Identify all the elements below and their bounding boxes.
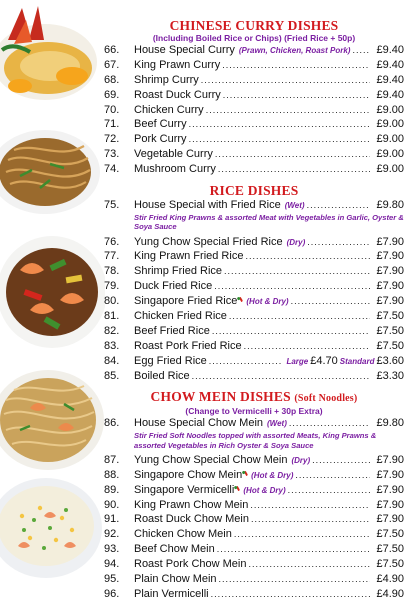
- item-price: £7.50: [376, 339, 404, 352]
- item-number: 69.: [104, 88, 120, 101]
- menu-item: [104, 498, 404, 513]
- item-number: 80.: [104, 295, 120, 308]
- chowmein-section-title: [104, 389, 404, 406]
- menu-item: [104, 557, 404, 572]
- leader-dots: [307, 198, 370, 213]
- item-name: King Prawn Curry: [134, 58, 221, 71]
- leader-dots: [251, 512, 370, 527]
- chili-icon: [244, 471, 248, 476]
- item-number: 68.: [104, 73, 120, 86]
- menu-item: [104, 483, 404, 498]
- item-number: 81.: [104, 309, 120, 322]
- menu-item: [104, 117, 404, 132]
- menu-item: [104, 587, 404, 602]
- item-name: Yung Chow Special Fried Rice: [134, 235, 283, 248]
- item-number: 72.: [104, 133, 120, 146]
- item-name: Pork Curry: [134, 133, 187, 146]
- menu-item: [104, 309, 404, 324]
- curry-items: [104, 43, 404, 177]
- item-number: 93.: [104, 543, 120, 556]
- item-price: £9.40: [376, 88, 404, 101]
- item-number: 78.: [104, 265, 120, 278]
- item-number: 82.: [104, 324, 120, 337]
- item-name: Yung Chow Special Chow Mein: [134, 453, 288, 466]
- item-number: 85.: [104, 369, 120, 382]
- item-price: £9.80: [376, 199, 404, 212]
- menu-item: [104, 339, 404, 354]
- item-price: £4.90: [376, 573, 404, 586]
- stir-fry-photo: [0, 236, 105, 348]
- leader-dots: [249, 557, 371, 572]
- item-name: Singapore Vermicelli: [134, 483, 235, 496]
- item-price: £7.90: [376, 265, 404, 278]
- item-number: 96.: [104, 587, 120, 600]
- leader-dots: [215, 147, 370, 162]
- leader-dots: [201, 73, 370, 88]
- leader-dots: [234, 527, 370, 542]
- item-name: Vegetable Curry: [134, 148, 213, 161]
- menu-list: [104, 18, 404, 602]
- item-name: Duck Fried Rice: [134, 280, 213, 293]
- item-name: Singapore Chow Mein: [134, 468, 243, 481]
- item-price: £9.00: [376, 148, 404, 161]
- leader-dots: [189, 117, 370, 132]
- curry-section-title: CHINESE CURRY DISHES: [169, 18, 339, 33]
- leader-dots: [307, 235, 370, 250]
- item-price: £7.50: [376, 324, 404, 337]
- leader-dots: [212, 324, 370, 339]
- item-price: £7.90: [376, 483, 404, 496]
- menu-item: [104, 369, 404, 384]
- item-note: (Hot & Dry): [251, 470, 294, 480]
- menu-item: [104, 147, 404, 162]
- menu-item: [104, 527, 404, 542]
- chowmein-title-extra: (Soft Noodles): [294, 393, 358, 405]
- menu-item: [104, 542, 404, 557]
- item-price: £7.90: [376, 498, 404, 511]
- curry-section-subtitle: (Including Boiled Rice or Chips) (Fried Rice + 50p): [152, 33, 356, 43]
- item-price: £9.00: [376, 118, 404, 131]
- item-number: 70.: [104, 103, 120, 116]
- item-note: (Hot & Dry): [246, 297, 289, 307]
- leader-dots: [312, 453, 370, 468]
- leader-dots: [192, 369, 370, 384]
- item-price: £7.50: [376, 528, 404, 541]
- item-number: 76.: [104, 235, 120, 248]
- item-price: £7.50: [376, 558, 404, 571]
- leader-dots: [214, 279, 370, 294]
- menu-item: [104, 43, 404, 58]
- item-name: Beef Fried Rice: [134, 324, 210, 337]
- egg-standard-label: Standard: [339, 356, 375, 366]
- leader-dots: [289, 416, 370, 431]
- leader-dots: [211, 587, 370, 602]
- leader-dots: [222, 58, 370, 73]
- item-number: 95.: [104, 573, 120, 586]
- item-price: £7.90: [376, 295, 404, 308]
- item-number: 73.: [104, 148, 120, 161]
- item-note: (Wet): [284, 201, 305, 211]
- item-price: £9.40: [376, 73, 404, 86]
- leader-dots: [245, 249, 370, 264]
- menu-item: [104, 162, 404, 177]
- chili-icon: [239, 297, 243, 302]
- item-name: Chicken Curry: [134, 103, 204, 116]
- item-name: Shrimp Fried Rice: [134, 265, 223, 278]
- item-price: £7.50: [376, 543, 404, 556]
- leader-dots: [206, 103, 370, 118]
- item-price: £7.90: [376, 280, 404, 293]
- leader-dots: [219, 572, 370, 587]
- item-price: £7.90: [376, 453, 404, 466]
- item-number: 86.: [104, 417, 120, 430]
- leader-dots: [189, 132, 370, 147]
- item-price: £9.00: [376, 103, 404, 116]
- item-name: Roast Pork Chow Mein: [134, 558, 247, 571]
- leader-dots: [295, 468, 370, 483]
- chowmein-title-main: CHOW MEIN DISHES: [150, 389, 291, 405]
- menu-item: [104, 264, 404, 279]
- leader-dots: [223, 88, 370, 103]
- leader-dots: [291, 294, 370, 309]
- item-number: 75.: [104, 199, 120, 212]
- item-note: (Hot & Dry): [243, 485, 286, 495]
- item-note: (Dry): [291, 455, 311, 465]
- item-number: 66.: [104, 44, 120, 56]
- curry-dish-photo: [0, 6, 97, 100]
- item-name: Egg Fried Rice: [134, 354, 207, 367]
- leader-dots: [217, 542, 370, 557]
- item-description: Stir Fried King Prawns & assorted Meat with Vegetables in Garlic, Oyster & Soya Sauce: [134, 212, 404, 232]
- leader-dots: [352, 43, 370, 58]
- menu-item: [104, 468, 404, 483]
- item-number: 91.: [104, 513, 120, 526]
- item-name: Roast Pork Fried Rice: [134, 339, 242, 352]
- leader-dots: [224, 264, 370, 279]
- menu-item: [104, 324, 404, 339]
- leader-dots: [218, 162, 370, 177]
- menu-item: [104, 198, 404, 213]
- item-price: £9.40: [376, 44, 404, 56]
- rice-section-title: RICE DISHES: [209, 183, 299, 199]
- item-name: Singapore Fried Rice: [134, 295, 238, 308]
- item-number: 83.: [104, 339, 120, 352]
- food-photos-art: [0, 0, 105, 596]
- item-price: £7.90: [376, 468, 404, 481]
- menu-item: [104, 416, 404, 431]
- item-number: 79.: [104, 280, 120, 293]
- menu-item: [104, 235, 404, 250]
- item-price: £4.90: [376, 587, 404, 600]
- egg-large-price: £4.70: [310, 354, 338, 367]
- item-name: Plain Vermicelli: [134, 587, 209, 600]
- menu-item: [104, 132, 404, 147]
- item-number: 92.: [104, 528, 120, 541]
- item-name: Beef Chow Mein: [134, 543, 215, 556]
- item-note: (Prawn, Chicken, Roast Pork): [238, 46, 351, 55]
- item-name: Roast Duck Curry: [134, 88, 221, 101]
- egg-large-label: Large: [286, 356, 309, 366]
- item-number: 67.: [104, 58, 120, 71]
- food-photos: [0, 0, 105, 596]
- item-name: King Prawn Fried Rice: [134, 250, 244, 263]
- item-name: Boiled Rice: [134, 369, 190, 382]
- leader-dots: [288, 483, 370, 498]
- item-number: 88.: [104, 468, 120, 481]
- item-price: £9.00: [376, 133, 404, 146]
- fried-rice-photo: [0, 478, 102, 578]
- item-name: House Special Chow Mein: [134, 417, 264, 430]
- chowmein-items: [104, 416, 404, 601]
- menu-item: [104, 279, 404, 294]
- item-number: 74.: [104, 163, 120, 176]
- menu-item: [104, 453, 404, 468]
- item-number: 90.: [104, 498, 120, 511]
- item-note: (Wet): [267, 419, 287, 429]
- chow-mein-photo: [0, 370, 104, 470]
- item-name: House Special Curry: [134, 44, 235, 56]
- item-number: 89.: [104, 483, 120, 496]
- leader-dots: [209, 354, 283, 369]
- item-name: King Prawn Chow Mein: [134, 498, 249, 511]
- leader-dots: [244, 339, 370, 354]
- rice-items: [104, 198, 404, 354]
- item-note: (Dry): [286, 237, 306, 247]
- egg-standard-price: £3.60: [376, 354, 404, 367]
- item-number: 87.: [104, 453, 120, 466]
- chowmein-section-subtitle: (Change to Vermicelli + 30p Extra): [185, 406, 323, 417]
- menu-item: [104, 294, 404, 309]
- item-price: £9.40: [376, 58, 404, 71]
- menu-item: [104, 512, 404, 527]
- item-name: Shrimp Curry: [134, 73, 199, 86]
- menu-item: [104, 88, 404, 103]
- item-number: 71.: [104, 118, 120, 131]
- item-price: £7.50: [376, 309, 404, 322]
- item-number: 77.: [104, 250, 120, 263]
- item-number: 94.: [104, 558, 120, 571]
- menu-item: [104, 249, 404, 264]
- noodle-dish-photo: [0, 130, 100, 214]
- item-description: Stir Fried Soft Noodles topped with assorted Meats, King Prawns & assorted Vegetables in Rich Oyster & Soya Sauce: [134, 431, 377, 450]
- menu-item: [104, 58, 404, 73]
- item-name: Plain Chow Mein: [134, 573, 217, 586]
- menu-item: [104, 103, 404, 118]
- item-name: Beef Curry: [134, 118, 187, 131]
- item-price: £7.90: [376, 250, 404, 263]
- item-name: Chicken Chow Mein: [134, 528, 232, 541]
- menu-item: [104, 73, 404, 88]
- chili-icon: [236, 485, 240, 490]
- item-price: £9.00: [376, 163, 404, 176]
- item-name: House Special with Fried Rice: [134, 199, 281, 212]
- item-price: £7.90: [376, 513, 404, 526]
- menu-item: [104, 354, 404, 369]
- item-price: £3.30: [376, 369, 404, 382]
- item-price: £7.90: [376, 235, 404, 248]
- leader-dots: [250, 498, 370, 513]
- item-name: Roast Duck Chow Mein: [134, 513, 249, 526]
- leader-dots: [229, 309, 370, 324]
- item-name: Chicken Fried Rice: [134, 309, 227, 322]
- menu-item: [104, 572, 404, 587]
- item-price: £9.80: [376, 417, 404, 430]
- item-number: 84.: [104, 354, 120, 367]
- item-name: Mushroom Curry: [134, 163, 216, 176]
